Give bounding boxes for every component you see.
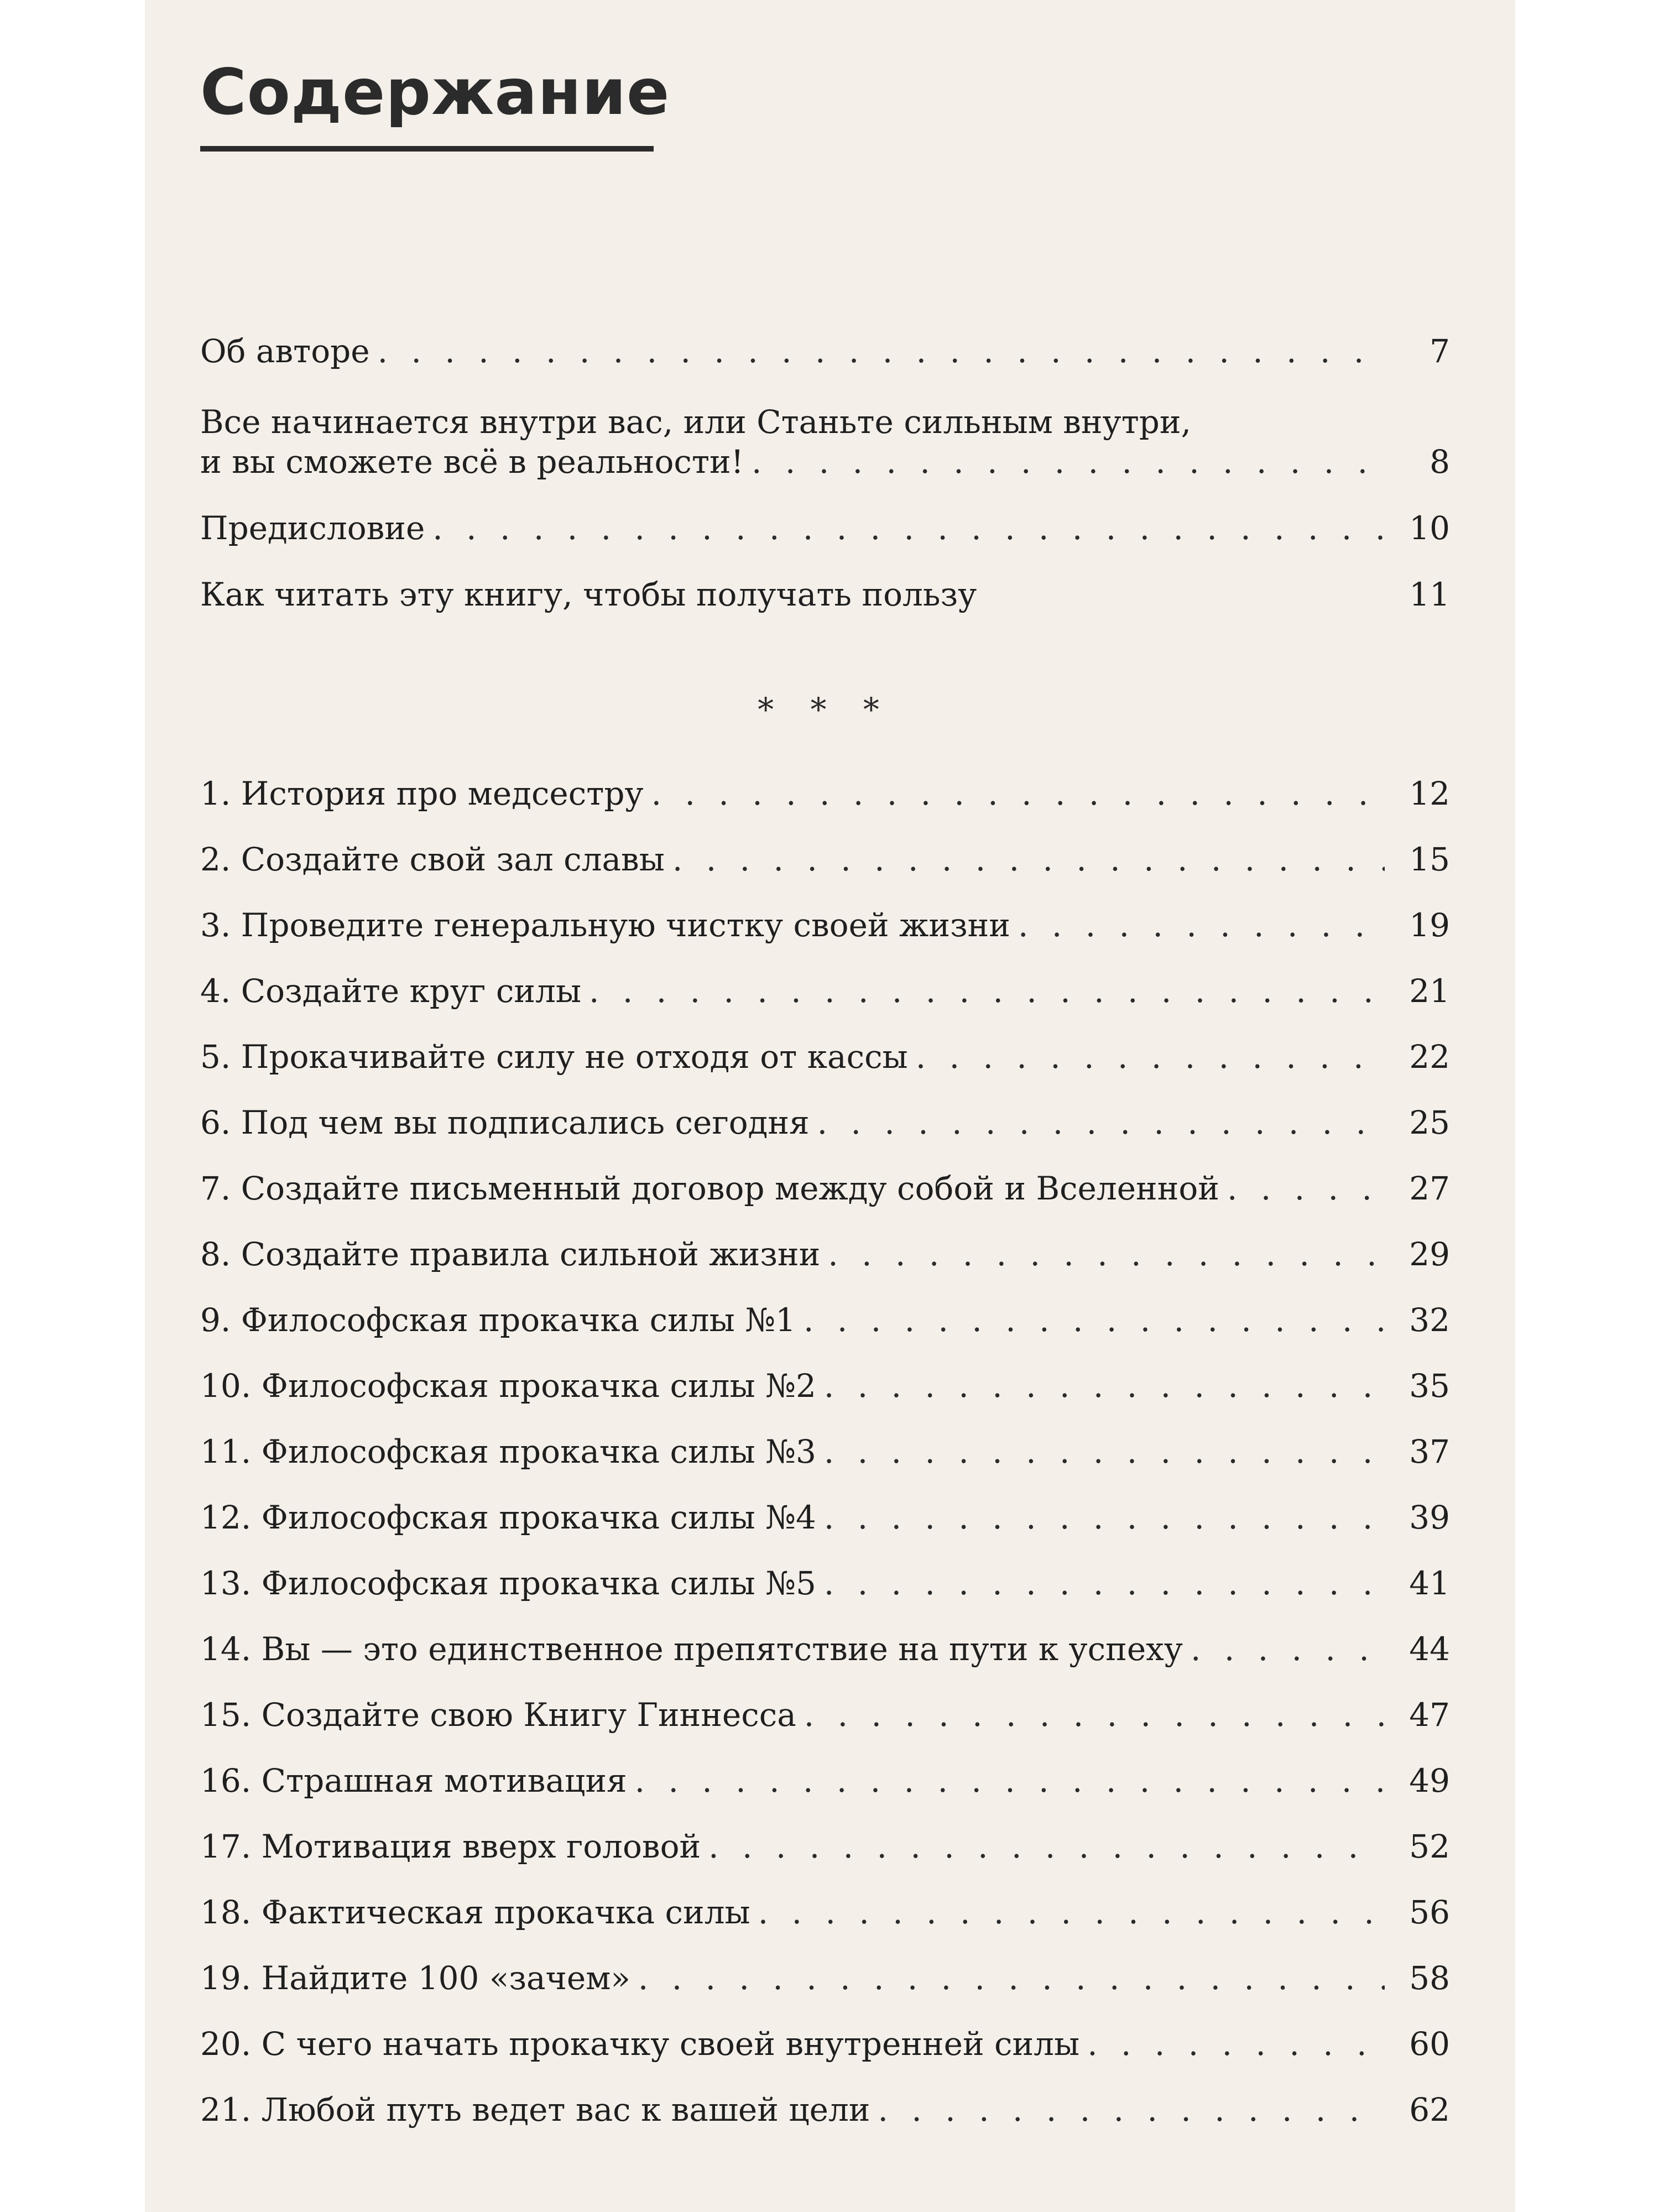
toc-entry-preface[interactable] <box>200 503 1450 553</box>
toc-entry-chapter-15[interactable] <box>200 1690 1450 1740</box>
toc-entry-page: 62 <box>1409 2091 1450 2128</box>
toc-entry-title: 7. Создайте письменный договор между собой и Вселенной <box>200 1170 1219 1207</box>
dot-leader <box>1087 2019 1385 2069</box>
toc-entry-chapter-10[interactable] <box>200 1361 1450 1411</box>
dot-leader <box>824 1361 1385 1411</box>
dot-leader <box>916 1032 1385 1082</box>
toc-entry-page: 60 <box>1409 2025 1450 2063</box>
dot-leader <box>817 1098 1385 1147</box>
toc-entry-about-author[interactable] <box>200 326 1450 376</box>
toc-entry-chapter-16[interactable] <box>200 1756 1450 1806</box>
dot-leader <box>651 769 1385 818</box>
book-page <box>145 0 1515 2212</box>
dot-leader <box>708 1822 1385 1871</box>
toc-entry-page: 7 <box>1430 332 1450 370</box>
toc-entry-title: 15. Создайте свою Книгу Гиннесса <box>200 1696 796 1734</box>
dot-leader <box>1227 1164 1385 1213</box>
toc-entry-page: 25 <box>1409 1104 1450 1141</box>
toc-entry-title: и вы сможете всё в реальности! <box>200 443 744 481</box>
toc-entry-chapter-12[interactable] <box>200 1493 1450 1542</box>
toc-entry-chapter-4[interactable] <box>200 966 1450 1016</box>
toc-entry-chapter-5[interactable] <box>200 1032 1450 1082</box>
toc-entry-intro[interactable] <box>200 437 1450 487</box>
toc-entry-title: Об авторе <box>200 332 370 370</box>
toc-entry-page: 8 <box>1430 443 1450 481</box>
toc-entry-intro-line1[interactable]: Все начинается внутри вас, или Станьте сильным внутри, <box>200 403 1191 441</box>
dot-leader <box>824 1493 1385 1542</box>
toc-entry-chapter-21[interactable] <box>200 2085 1450 2135</box>
toc-entry-title: Предисловие <box>200 509 425 547</box>
toc-entry-title: Как читать эту книгу, чтобы получать пользу <box>200 576 977 613</box>
toc-entry-title: 13. Философская прокачка силы №5 <box>200 1564 816 1602</box>
toc-entry-page: 39 <box>1409 1499 1450 1536</box>
dot-leader <box>589 966 1385 1016</box>
toc-entry-title: 17. Мотивация вверх головой <box>200 1828 701 1865</box>
toc-entry-title: 21. Любой путь ведет вас к вашей цели <box>200 2091 870 2128</box>
toc-entry-chapter-14[interactable] <box>200 1624 1450 1674</box>
toc-entry-title: 11. Философская прокачка силы №3 <box>200 1433 816 1470</box>
dot-leader <box>804 1295 1385 1345</box>
dot-leader <box>432 503 1385 553</box>
dot-leader <box>1191 1624 1385 1674</box>
toc-entry-chapter-20[interactable] <box>200 2019 1450 2069</box>
page-title: Содержание <box>200 55 670 129</box>
toc-entry-chapter-2[interactable] <box>200 834 1450 884</box>
toc-entry-page: 22 <box>1409 1038 1450 1076</box>
dot-leader <box>804 1690 1385 1740</box>
toc-entry-chapter-6[interactable] <box>200 1098 1450 1147</box>
dot-leader <box>878 2085 1385 2135</box>
toc-entry-chapter-19[interactable] <box>200 1953 1450 2003</box>
dot-leader <box>378 326 1385 376</box>
toc-entry-title: 12. Философская прокачка силы №4 <box>200 1499 816 1536</box>
toc-entry-chapter-18[interactable] <box>200 1887 1450 1937</box>
toc-entry-page: 41 <box>1409 1564 1450 1602</box>
toc-entry-chapter-17[interactable] <box>200 1822 1450 1871</box>
dot-leader <box>824 1558 1385 1608</box>
toc-entry-page: 44 <box>1409 1630 1450 1668</box>
toc-entry-title: 20. С чего начать прокачку своей внутренней силы <box>200 2025 1080 2063</box>
dot-leader <box>638 1953 1385 2003</box>
toc-entry-chapter-9[interactable] <box>200 1295 1450 1345</box>
title-underline <box>200 146 654 152</box>
toc-entry-chapter-3[interactable] <box>200 900 1450 950</box>
toc-entry-title: 3. Проведите генеральную чистку своей жизни <box>200 906 1010 944</box>
toc-entry-page: 47 <box>1409 1696 1450 1734</box>
dot-leader <box>824 1427 1385 1477</box>
toc-entry-page: 49 <box>1409 1762 1450 1799</box>
dot-leader <box>758 1887 1385 1937</box>
toc-entry-chapter-13[interactable] <box>200 1558 1450 1608</box>
toc-entry-title: 9. Философская прокачка силы №1 <box>200 1301 796 1339</box>
toc-entry-page: 29 <box>1409 1235 1450 1273</box>
toc-entry-page: 19 <box>1409 906 1450 944</box>
toc-entry-chapter-8[interactable] <box>200 1229 1450 1279</box>
toc-entry-chapter-7[interactable] <box>200 1164 1450 1213</box>
toc-entry-title: 1. История про медсестру <box>200 775 644 812</box>
section-separator: * * * <box>758 691 893 728</box>
toc-entry-title: 18. Фактическая прокачка силы <box>200 1893 750 1931</box>
toc-entry-page: 21 <box>1409 972 1450 1010</box>
toc-entry-chapter-11[interactable] <box>200 1427 1450 1477</box>
toc-entry-page: 37 <box>1409 1433 1450 1470</box>
toc-entry-page: 56 <box>1409 1893 1450 1931</box>
toc-entry-page: 58 <box>1409 1959 1450 1997</box>
toc-entry-title: 19. Найдите 100 «зачем» <box>200 1959 630 1997</box>
toc-entry-title: 4. Создайте круг силы <box>200 972 581 1010</box>
toc-entry-page: 10 <box>1409 509 1450 547</box>
toc-entry-page: 12 <box>1409 775 1450 812</box>
toc-entry-title: 14. Вы — это единственное препятствие на пути к успеху <box>200 1630 1183 1668</box>
toc-entry-how-to-read[interactable] <box>200 570 1450 619</box>
toc-entry-page: 35 <box>1409 1367 1450 1405</box>
toc-entry-title: 5. Прокачивайте силу не отходя от кассы <box>200 1038 908 1076</box>
dot-leader <box>635 1756 1385 1806</box>
toc-entry-title: 6. Под чем вы подписались сегодня <box>200 1104 810 1141</box>
dot-leader <box>1018 900 1385 950</box>
toc-entry-page: 27 <box>1409 1170 1450 1207</box>
toc-entry-title: 16. Страшная мотивация <box>200 1762 627 1799</box>
dot-leader <box>672 834 1385 884</box>
toc-entry-page: 52 <box>1409 1828 1450 1865</box>
dot-leader <box>828 1229 1385 1279</box>
toc-entry-title: 8. Создайте правила сильной жизни <box>200 1235 821 1273</box>
dot-leader <box>752 437 1385 487</box>
toc-entry-page: 32 <box>1409 1301 1450 1339</box>
toc-entry-title: 2. Создайте свой зал славы <box>200 841 665 878</box>
toc-entry-page: 11 <box>1409 576 1450 613</box>
toc-entry-title: 10. Философская прокачка силы №2 <box>200 1367 816 1405</box>
toc-entry-chapter-1[interactable] <box>200 769 1450 818</box>
toc-entry-page: 15 <box>1409 841 1450 878</box>
